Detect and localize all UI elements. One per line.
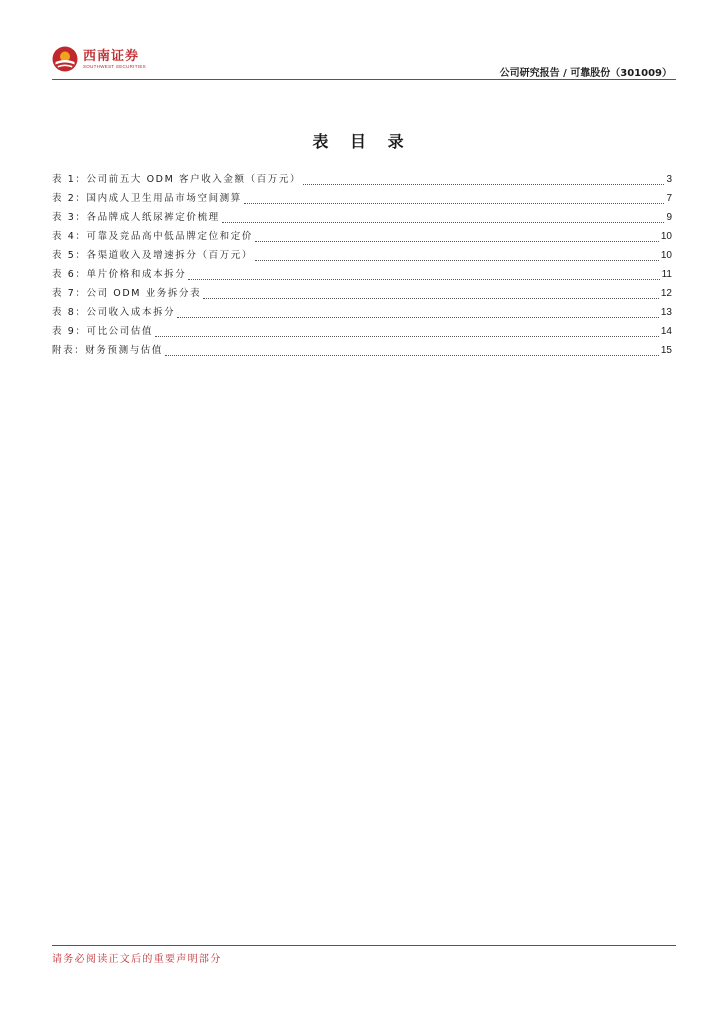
toc-entry[interactable]	[52, 284, 672, 303]
toc-entry-page: 10	[660, 231, 672, 242]
toc-entry[interactable]	[52, 208, 672, 227]
toc-entry-label: 表 9：可比公司估值	[52, 326, 154, 337]
toc-entry[interactable]	[52, 189, 672, 208]
toc-entry-page: 12	[660, 288, 672, 299]
toc-leader-dots	[155, 335, 659, 337]
toc-entry-label: 表 6：单片价格和成本拆分	[52, 269, 187, 280]
footer-notice: 请务必阅读正文后的重要声明部分	[52, 954, 222, 965]
toc-entry[interactable]	[52, 322, 672, 341]
toc-entry-page: 10	[660, 250, 672, 261]
toc-leader-dots	[203, 297, 659, 299]
header-divider	[52, 79, 676, 80]
toc-entry[interactable]	[52, 246, 672, 265]
sun-over-water-logo-icon	[52, 46, 78, 72]
toc-entry-page: 11	[661, 269, 672, 280]
report-tag: 公司研究报告 / 可靠股份（301009）	[499, 68, 672, 79]
logo-english-name: SOUTHWEST SECURITIES	[83, 63, 146, 69]
toc-leader-dots	[222, 221, 665, 223]
toc-leader-dots	[255, 259, 659, 261]
toc-leader-dots	[188, 278, 659, 280]
toc-entry-label: 表 1：公司前五大 ODM 客户收入金额（百万元）	[52, 174, 302, 185]
page-header	[52, 40, 676, 80]
logo-chinese-name: 西南证券	[83, 48, 140, 64]
toc-entry[interactable]	[52, 303, 672, 322]
company-logo	[52, 44, 146, 74]
toc-entry[interactable]	[52, 227, 672, 246]
toc-entry-label: 附表：财务预测与估值	[52, 345, 164, 356]
toc-leader-dots	[165, 354, 659, 356]
toc-entry-label: 表 3：各品牌成人纸尿裤定价梳理	[52, 212, 220, 223]
footer-divider	[52, 945, 676, 946]
toc-entry-label: 表 7：公司 ODM 业务拆分表	[52, 288, 202, 299]
toc-leader-dots	[177, 316, 659, 318]
toc-entry-label: 表 5：各渠道收入及增速拆分（百万元）	[52, 250, 253, 261]
toc-entry-page: 9	[666, 212, 672, 223]
toc-entry-label: 表 8：公司收入成本拆分	[52, 307, 176, 318]
toc-entry[interactable]	[52, 341, 672, 360]
toc-leader-dots	[244, 202, 665, 204]
toc-entry-label: 表 2：国内成人卫生用品市场空间测算	[52, 193, 242, 204]
toc-entry[interactable]	[52, 170, 672, 189]
toc-entry-page: 3	[666, 174, 672, 185]
toc-entry-page: 15	[660, 345, 672, 356]
logo-wordmark	[83, 49, 146, 70]
toc-entry-label: 表 4：可靠及竞品高中低品牌定位和定价	[52, 231, 253, 242]
toc-entry[interactable]	[52, 265, 672, 284]
toc-title: 表 目 录	[312, 132, 412, 151]
toc-entry-page: 7	[666, 193, 672, 204]
toc-leader-dots	[255, 240, 659, 242]
table-of-contents	[52, 170, 672, 360]
toc-leader-dots	[303, 183, 664, 185]
toc-entry-page: 14	[660, 326, 672, 337]
toc-entry-page: 13	[660, 307, 672, 318]
